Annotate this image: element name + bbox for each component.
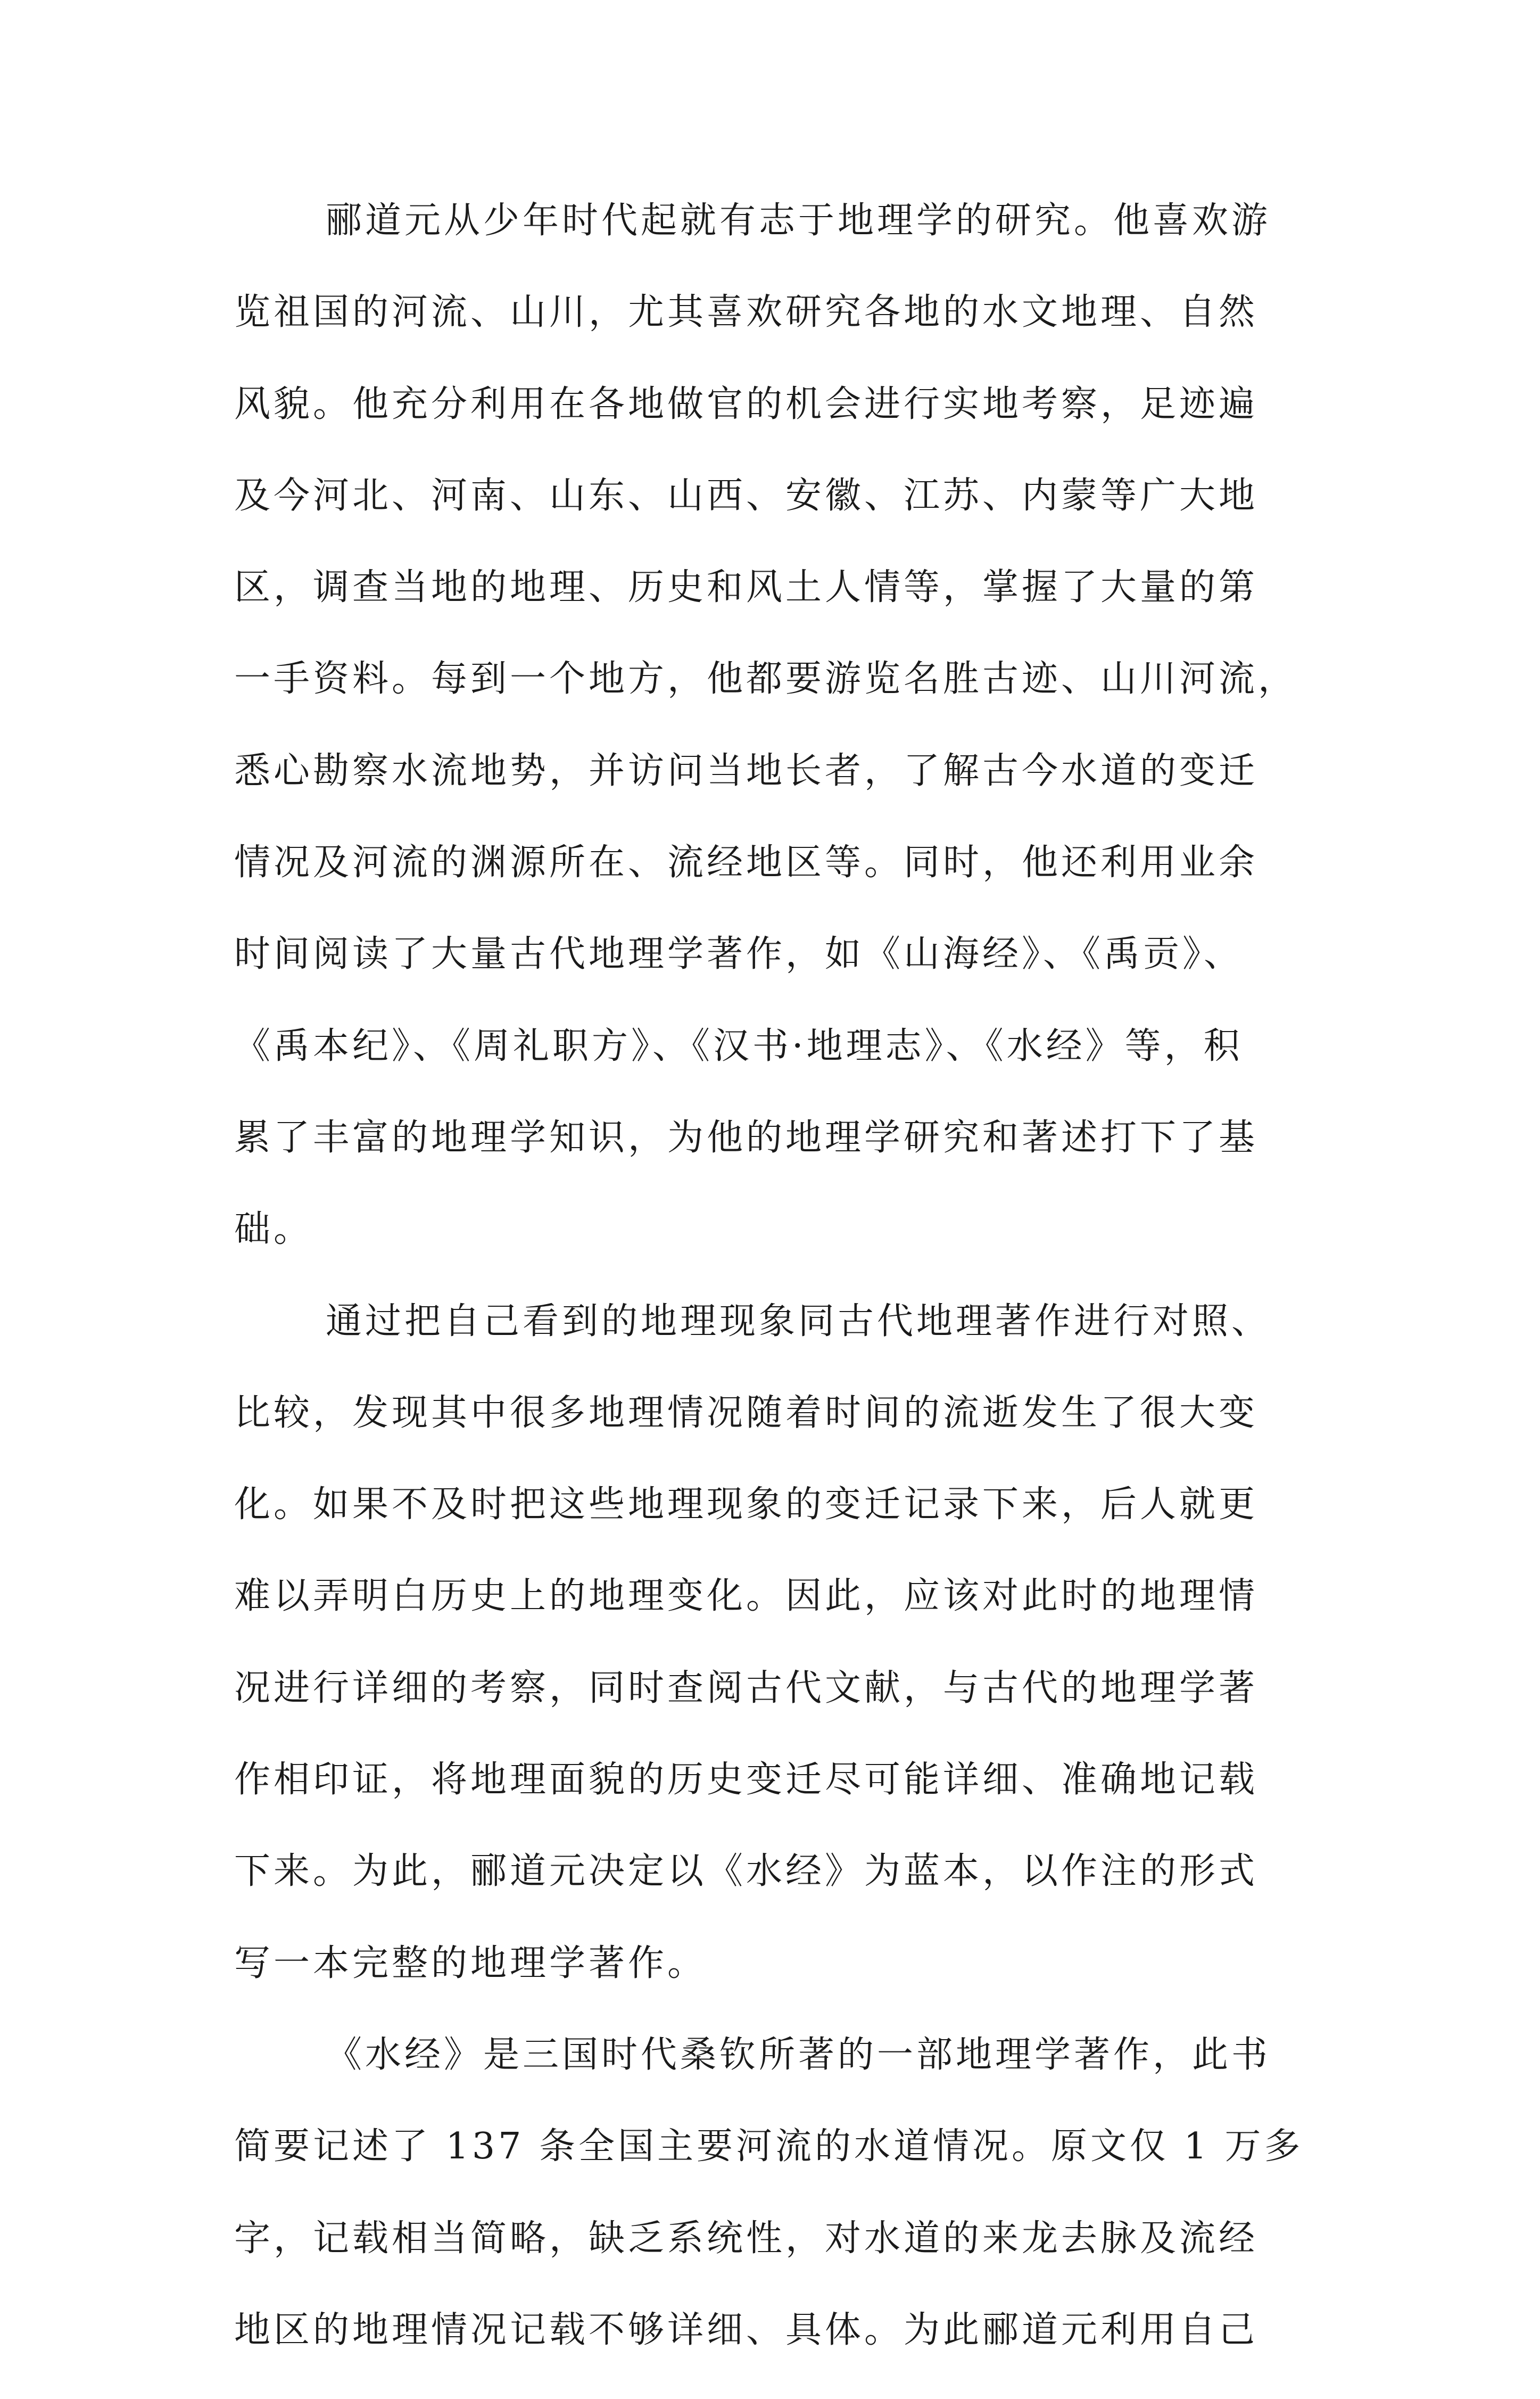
paragraph-1-line-6: 一手资料。每到一个地方，他都要游览名胜古迹、山川河流， [234, 658, 1298, 700]
paragraph-2-line-7: 下来。为此，郦道元决定以《水经》为蓝本，以作注的形式 [234, 1850, 1259, 1893]
paragraph-3-line-1: 《水经》是三国时代桑钦所著的一部地理学著作，此书 [326, 2033, 1271, 2076]
paragraph-1-line-3: 风貌。他充分利用在各地做官的机会进行实地考察，足迹遍 [234, 383, 1259, 425]
paragraph-2-line-2: 比较，发现其中很多地理情况随着时间的流逝发生了很大变 [234, 1391, 1259, 1434]
paragraph-1-line-7: 悉心勘察水流地势，并访问当地长者，了解古今水道的变迁 [234, 749, 1259, 792]
paragraph-1-line-12: 础。 [234, 1208, 313, 1251]
paragraph-1-line-1: 郦道元从少年时代起就有志于地理学的研究。他喜欢游 [326, 200, 1271, 242]
paragraph-1-line-10: 《禹本纪》、《周礼职方》、《汉书·地理志》、《水经》等，积 [234, 1025, 1243, 1067]
body-text [234, 198, 1320, 2399]
paragraph-3-line-4: 地区的地理情况记载不够详细、具体。为此郦道元利用自己 [234, 2309, 1259, 2351]
paragraph-3-line-3: 字，记载相当简略，缺乏系统性，对水道的来龙去脉及流经 [234, 2217, 1259, 2260]
paragraph-2-line-4: 难以弄明白历史上的地理变化。因此，应该对此时的地理情 [234, 1575, 1259, 1618]
paragraph-2-line-1: 通过把自己看到的地理现象同古代地理著作进行对照、 [326, 1300, 1271, 1342]
paragraph-2-line-8: 写一本完整的地理学著作。 [234, 1942, 707, 1984]
paragraph-3-line-2: 简要记述了 137 条全国主要河流的水道情况。原文仅 1 万多 [234, 2125, 1304, 2168]
paragraph-2-line-6: 作相印证，将地理面貌的历史变迁尽可能详细、准确地记载 [234, 1759, 1259, 1801]
paragraph-2-line-3: 化。如果不及时把这些地理现象的变迁记录下来，后人就更 [234, 1483, 1259, 1526]
paragraph-1-line-2: 览祖国的河流、山川，尤其喜欢研究各地的水文地理、自然 [234, 291, 1259, 334]
paragraph-1-line-8: 情况及河流的渊源所在、流经地区等。同时，他还利用业余 [234, 842, 1259, 884]
paragraph-1-line-11: 累了丰富的地理学知识，为他的地理学研究和著述打下了基 [234, 1116, 1259, 1159]
paragraph-1-line-4: 及今河北、河南、山东、山西、安徽、江苏、内蒙等广大地 [234, 474, 1259, 517]
paragraph-2-line-5: 况进行详细的考察，同时查阅古代文献，与古代的地理学著 [234, 1667, 1259, 1709]
paragraph-1-line-9: 时间阅读了大量古代地理学著作，如《山海经》、《禹贡》、 [234, 933, 1244, 976]
paragraph-1-line-5: 区，调查当地的地理、历史和风土人情等，掌握了大量的第 [234, 566, 1259, 609]
